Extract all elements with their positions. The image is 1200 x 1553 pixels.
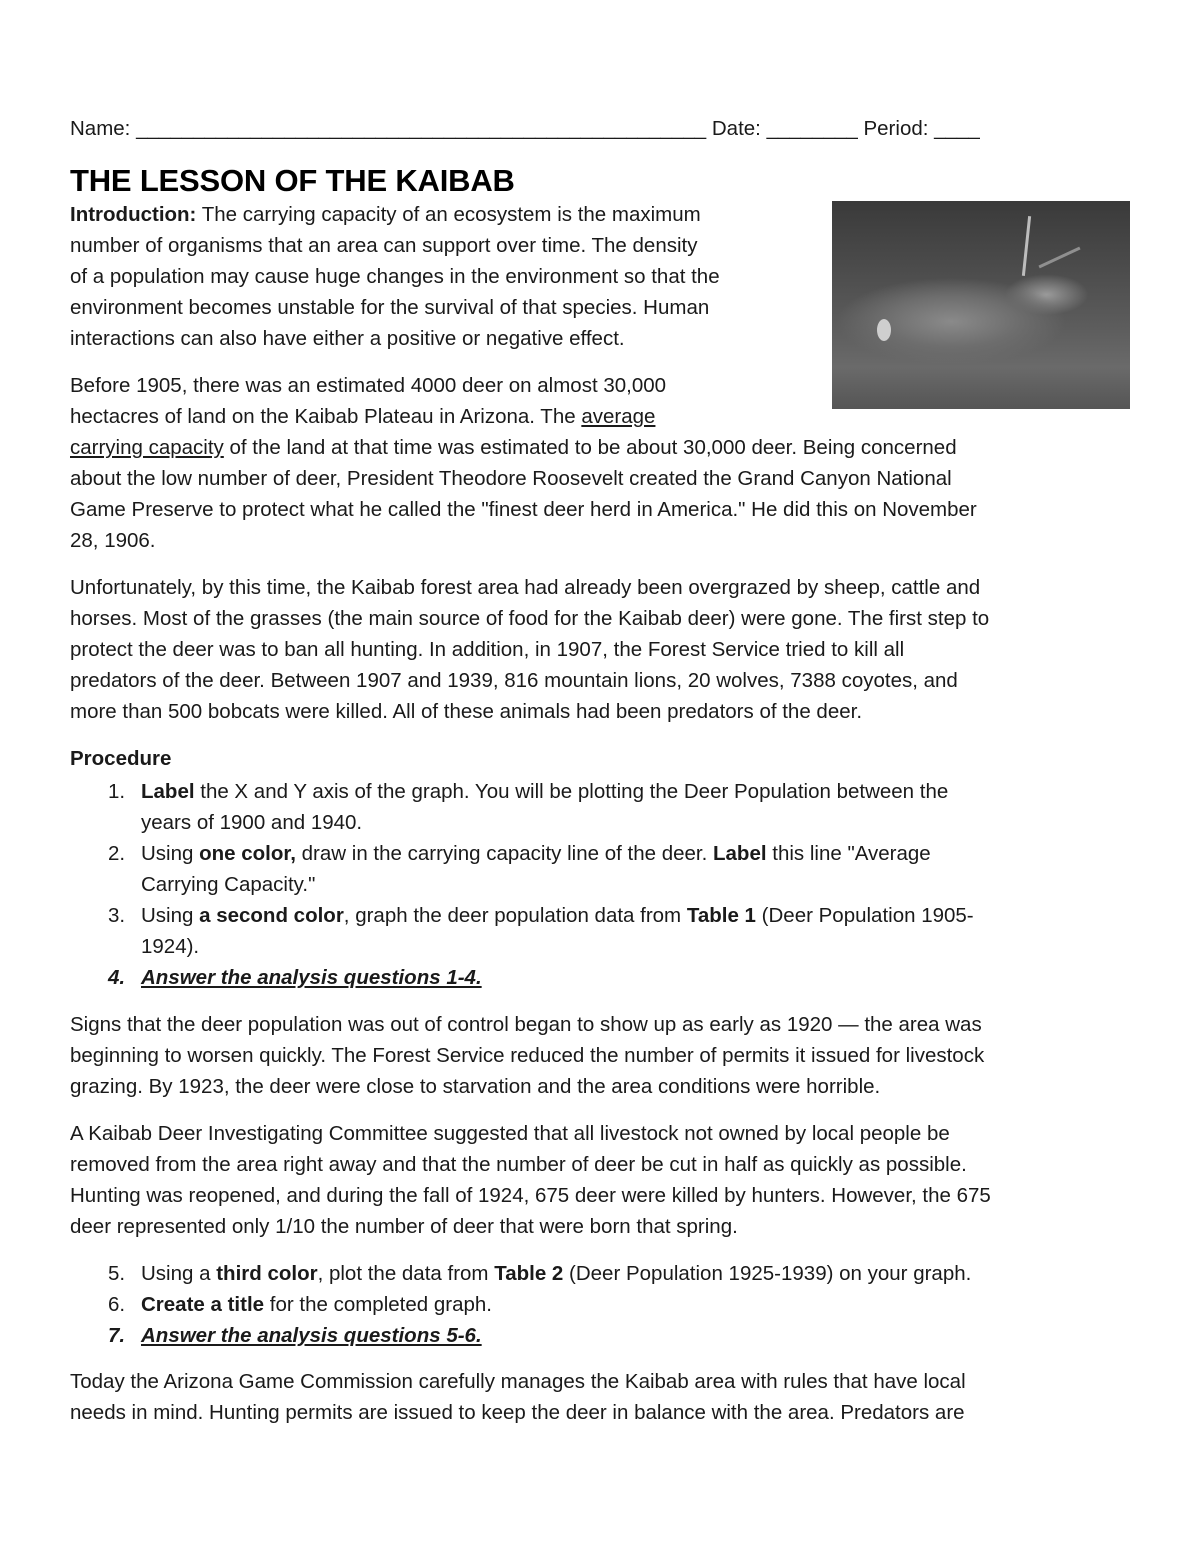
date-blank[interactable]: ________ [766,117,858,140]
underlined-term: average [581,405,656,428]
procedure-step: 6. Create a title for the completed graph. [108,1293,492,1316]
student-info-line [70,117,980,141]
procedure-steps-list [70,776,974,993]
period-label: Period: [863,117,929,140]
procedure-heading: Procedure [70,747,172,770]
procedure-step-answer-questions: 7. Answer the analysis questions 5-6. [108,1324,482,1347]
management-paragraph: Today the Arizona Game Commission carefully manages the Kaibab area with rules that have local needs in mind. Hunting permits are issued to keep the deer in balance with the area. Predators are [70,1370,966,1424]
underlined-term: carrying capacity [70,436,224,459]
history-paragraph: Before 1905, there was an estimated 4000 deer on almost 30,000 hectacres of land on the Kaibab Plateau in Arizona. The average carrying capacity of the land at that time was estimated to be about 30,000 deer. Being concerned about the low number of deer, President Theodore Roosevelt created the Grand Canyon National Game Preserve to protect what he called the "finest deer herd in America." He did this on November 28, 1906. [70,374,977,552]
introduction-label: Introduction: [70,203,197,226]
page-title: THE LESSON OF THE KAIBAB [70,163,515,198]
procedure-step: 5. Using a third color, plot the data from Table 2 (Deer Population 1925-1939) on your graph. [108,1262,972,1285]
name-blank[interactable]: __________________________________________________ [136,117,707,140]
name-label: Name: [70,117,131,140]
antler-shape [1022,216,1031,276]
introduction-paragraph: Introduction: The carrying capacity of an ecosystem is the maximum number of organisms that an area can support over time. The density of a population may cause huge changes in the environment so that the environment becomes unstable for the survival of that species. Human interactions can also have either a positive or negative effect. [70,203,720,350]
committee-paragraph: A Kaibab Deer Investigating Committee suggested that all livestock not owned by local people be removed from the area right away and that the number of deer be cut in half as quickly as possible. Hunting was reopened, and during the fall of 1924, 675 deer were killed by hunters. However, the 675 deer represented only 1/10 the number of deer that were born that spring. [70,1122,991,1238]
decline-paragraph: Signs that the deer population was out of control began to show up as early as 1920 — the area was beginning to worsen quickly. The Forest Service reduced the number of permits it issued for livestock grazing. By 1923, the deer were close to starvation and the area conditions were horrible. [70,1013,985,1098]
procedure-step: 1. Label the X and Y axis of the graph. You will be plotting the Deer Population between the years of 1900 and 1940. [108,780,949,834]
antler-shape [1038,247,1080,269]
date-label: Date: [711,117,761,140]
procedure-steps-list-2 [70,1258,971,1351]
deer-rump-shape [877,319,891,341]
procedure-step-answer-questions: 4. Answer the analysis questions 1-4. [108,966,482,989]
overgrazing-paragraph: Unfortunately, by this time, the Kaibab forest area had already been overgrazed by sheep, cattle and horses. Most of the grasses (the main source of food for the Kaibab deer) were gone. The first step to protect the deer was to ban all hunting. In addition, in 1907, the Forest Service tried to kill all predators of the deer. Between 1907 and 1939, 816 mountain lions, 20 wolves, 7388 coyotes, and more than 500 bobcats were killed. All of these animals had been predators of the deer. [70,576,990,723]
procedure-step: 2. Using one color, draw in the carrying capacity line of the deer. Label this line "Average Carrying Capacity." [108,842,931,896]
period-blank[interactable]: ____ [934,117,980,140]
procedure-step: 3. Using a second color, graph the deer population data from Table 1 (Deer Population 1905- 1924). [108,904,974,958]
